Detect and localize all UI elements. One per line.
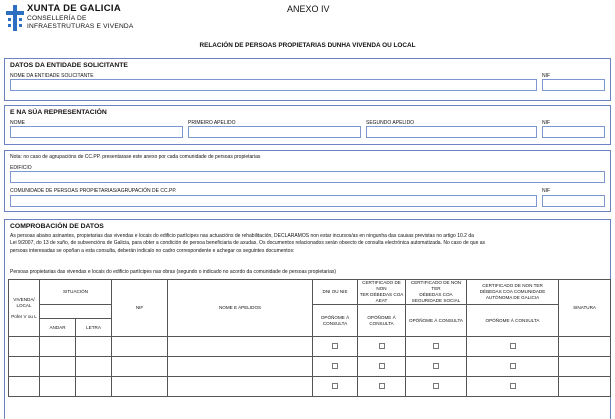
community-nif-label: NIF xyxy=(542,188,551,194)
aeat-header: CERTIFICADO DE NON TER DÉBEDAS COA AEAT xyxy=(358,280,406,305)
nif-field[interactable] xyxy=(542,126,605,138)
signature-header: SINATURA xyxy=(559,280,611,337)
entity-nif-label: NIF xyxy=(542,73,551,79)
situacion-header: SITUACIÓN xyxy=(40,280,112,305)
entity-name-field[interactable] xyxy=(10,79,537,91)
second-surname-field[interactable] xyxy=(366,126,537,138)
cag-checkbox[interactable] xyxy=(510,363,516,369)
name-field[interactable] xyxy=(10,126,183,138)
building-label: EDIFICIO xyxy=(10,165,32,171)
cag-checkbox[interactable] xyxy=(510,383,516,389)
representative-section xyxy=(4,105,611,145)
dni-checkbox[interactable] xyxy=(332,343,338,349)
cag-oppose-label: OPÓÑOME Á CONSULTA xyxy=(467,305,559,337)
owners-intro: Persoas propietarias das vivendas e locais do edificio partícipes nas obras (segundo o indicado no acordo da comunidade de persoas propietarias) xyxy=(10,269,337,275)
nif-header: NIF xyxy=(112,280,168,337)
aeat-checkbox[interactable] xyxy=(379,363,385,369)
page-title: RELACIÓN DE PERSOAS PROPIETARIAS DUNHA VIVENDA OU LOCAL xyxy=(199,42,416,49)
aeat-checkbox[interactable] xyxy=(379,343,385,349)
annex-label: ANEXO IV xyxy=(287,4,330,14)
community-field[interactable] xyxy=(10,195,537,207)
vivenda-header: VIVENDA/ LOCAL Pofer V ou L xyxy=(9,280,40,337)
first-surname-label: PRIMEIRO APELIDO xyxy=(188,120,236,126)
table-row xyxy=(9,377,611,397)
section-title: E NA SÚA REPRESENTACIÓN xyxy=(10,109,107,116)
ss-oppose-label: OPÓÑOME Á CONSULTA xyxy=(406,305,467,337)
building-field[interactable] xyxy=(10,171,605,183)
ss-checkbox[interactable] xyxy=(433,343,439,349)
dni-header: DNI OU NIE xyxy=(313,280,358,305)
cag-checkbox[interactable] xyxy=(510,343,516,349)
ss-checkbox[interactable] xyxy=(433,363,439,369)
aeat-checkbox[interactable] xyxy=(379,383,385,389)
table-row xyxy=(9,357,611,377)
entity-section xyxy=(4,58,611,101)
table-row xyxy=(9,337,611,357)
section-title: COMPROBACIÓN DE DATOS xyxy=(10,223,104,230)
community-note: Nota: no caso de agrupacións de CC.PP. presentarase este anexo por cada comunidade de persoas propietarias xyxy=(10,154,261,160)
section-title: DATOS DA ENTIDADE SOLICITANTE xyxy=(10,62,128,69)
cag-header: CERTIFICADO DE NON TER DÉBEDAS COA COMUNIDADE AUTÓNOMA DE GALICIA xyxy=(467,280,559,305)
andar-header: ANDAR xyxy=(40,319,76,337)
dni-oppose-label: OPÓÑOME Á CONSULTA xyxy=(313,305,358,337)
name-header: NOME E APELIDOS xyxy=(168,280,313,337)
community-nif-field[interactable] xyxy=(542,195,605,207)
department-name: CONSELLERÍA DE INFRAESTRUTURAS E VIVENDA xyxy=(27,15,134,30)
galicia-emblem-icon xyxy=(6,5,24,31)
entity-name-label: NOME DA ENTIDADE SOLICITANTE xyxy=(10,73,94,79)
community-label: COMUNIDADE DE PERSOAS PROPIETARIAS/AGRUPACIÓN DE CC.PP. xyxy=(10,188,177,194)
dni-checkbox[interactable] xyxy=(332,363,338,369)
ss-checkbox[interactable] xyxy=(433,383,439,389)
org-name: XUNTA DE GALICIA xyxy=(27,3,121,14)
entity-nif-field[interactable] xyxy=(542,79,605,91)
letra-header: LETRA xyxy=(76,319,112,337)
dni-checkbox[interactable] xyxy=(332,383,338,389)
declaration-paragraph: As persoas abaixo asinantes, propietarias das vivendas e locais do edificio partícipes nas actuacións de rehabilitación, DECLARAMOS non estar incursos/as en ningunha das causas previstas no artigo 10.2 da Lei 9/2007, do 13 de xuño, de subvencións de Galicia, para obter a condición de persoa beneficiaria de axudas. Os documentos relacionados serán obxecto de consulta electrónica automatizada. No caso de que as persoas interesadas se opoñan a esta consulta, deberán indicalo no cadro correspondente e achegar os seguintes documentos: xyxy=(10,233,486,254)
first-surname-field[interactable] xyxy=(188,126,361,138)
community-section xyxy=(4,150,611,212)
aeat-oppose-label: OPÓÑOME Á CONSULTA xyxy=(358,305,406,337)
ss-header: CERTIFICADO DE NON TER DÉBEDAS COA SEGURIDADE SOCIAL xyxy=(406,280,467,305)
owners-table xyxy=(8,279,611,397)
name-label: NOME xyxy=(10,120,25,126)
second-surname-label: SEGUNDO APELIDO xyxy=(366,120,415,126)
nif-label: NIF xyxy=(542,120,551,126)
